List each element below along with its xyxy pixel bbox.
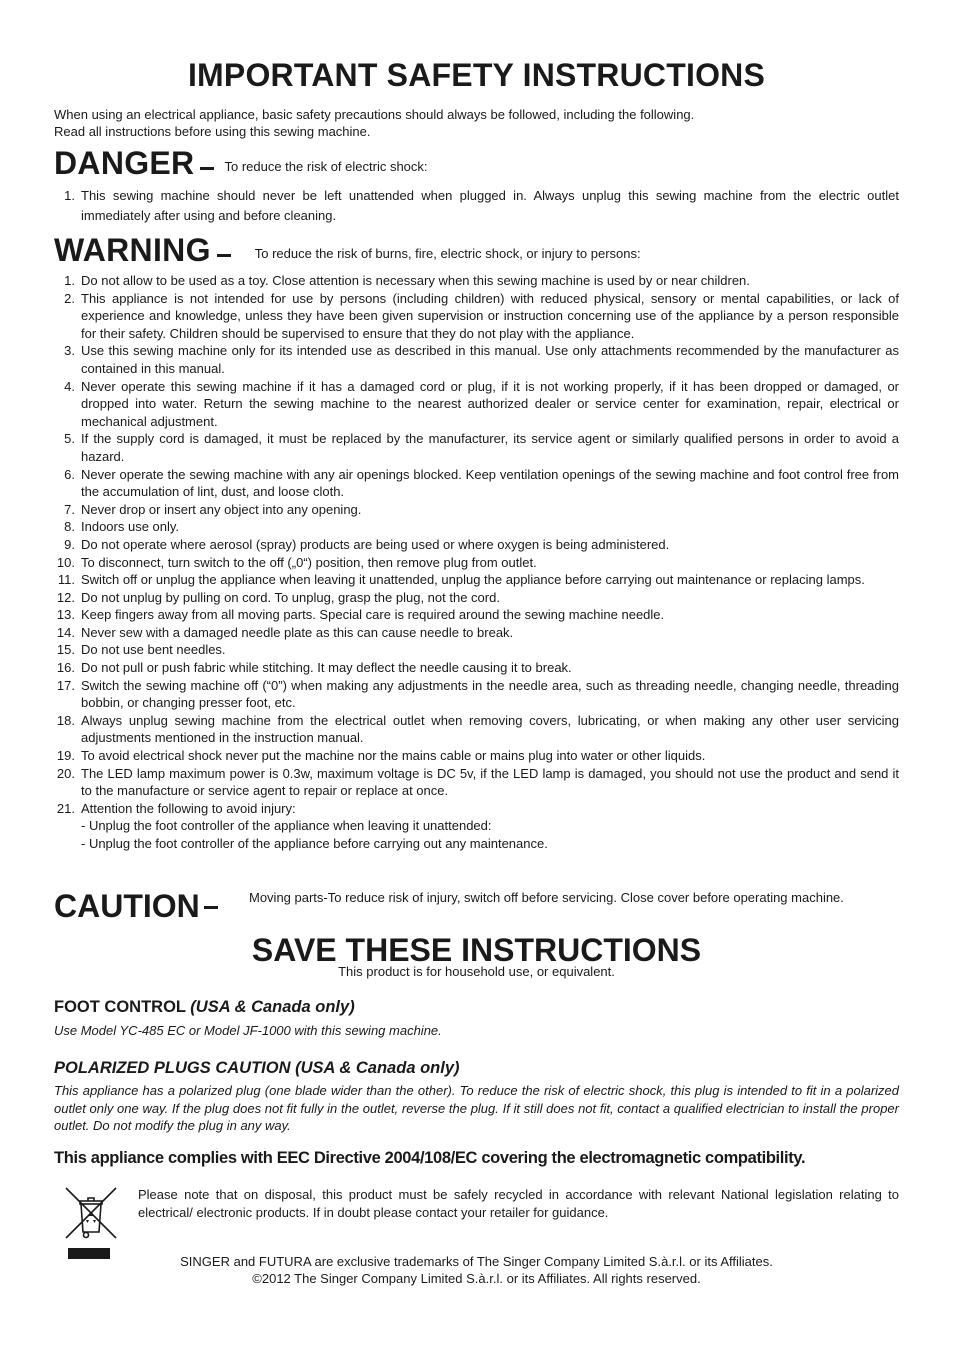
item-number: 3. (64, 343, 75, 359)
warning-word: WARNING (54, 232, 211, 268)
caution-text: Moving parts-To reduce risk of injury, switch off before servicing. Close cover before operating machine. (249, 890, 844, 905)
trademark-notice (54, 1253, 899, 1287)
list-item (54, 501, 899, 519)
item-number: 2. (64, 290, 75, 306)
item-number: 21. (56, 800, 75, 816)
item-number: 12. (56, 589, 75, 605)
item-text: Always unplug sewing machine from the electrical outlet when removing covers, lubricating, or when making any other user servicing adjustments mentioned in the instruction manual. (81, 712, 899, 746)
page-title: IMPORTANT SAFETY INSTRUCTIONS (187, 57, 766, 93)
item-text: Never drop or insert any object into any opening. (81, 501, 362, 517)
item-number: 17. (56, 677, 75, 693)
list-item (54, 430, 899, 465)
list-item (54, 290, 899, 343)
danger-list (54, 186, 899, 226)
item-text: Switch the sewing machine off (“0”) when making any adjustments in the needle area, such as threading needle, changing needle, threading bobbin, or changing presser foot, etc. (81, 677, 899, 711)
item-number: 1. (64, 188, 75, 203)
item-text: Never operate this sewing machine if it has a damaged cord or plug, if it is not working properly, if it has been dropped or damaged, or dropped into water. Return the sewing machine to the nearest authorized dealer or service center for examination, repair, electrical or mechanical adjustment. (81, 378, 899, 429)
item-text-main: Attention the following to avoid injury: (81, 800, 296, 816)
item-number: 11. (57, 572, 75, 588)
item-text: Never operate the sewing machine with any air openings blocked. Keep ventilation openings of the sewing machine and foot control free from the accumulation of lint, dust, and loose cloth. (81, 466, 899, 500)
item-text: Never sew with a damaged needle plate as this can cause needle to break. (81, 624, 514, 640)
item-text: Keep fingers away from all moving parts. Special care is required around the sewing machine needle. (81, 607, 665, 623)
item-text: Use this sewing machine only for its intended use as described in this manual. Use only attachments recommended by the manufacturer as contained in this manual. (81, 343, 899, 376)
item-number: 7. (64, 501, 75, 517)
intro-line-1: When using an electrical appliance, basic safety precautions should always be followed, including the following. (54, 107, 695, 122)
item-text: The LED lamp maximum power is 0.3w, maximum voltage is DC 5v, if the LED lamp is damaged, you should not use the product and send it to the manufacture or service agent to repair or replace at once. (81, 765, 899, 799)
foot-control-text: Use Model YC-485 EC or Model JF-1000 with this sewing machine. (54, 1023, 442, 1038)
foot-control-note: (USA & Canada only) (190, 998, 355, 1016)
save-title: SAVE THESE INSTRUCTIONS (251, 932, 702, 968)
item-text: To avoid electrical shock never put the machine nor the mains cable or mains plug into water or other liquids. (81, 748, 706, 764)
list-item (54, 536, 899, 554)
polarized-text: This appliance has a polarized plug (one blade wider than the other). To reduce the risk of electric shock, this plug is intended to fit in a polarized outlet only one way. If the plug does not fit fully in the outlet, reverse the plug. If it still does not fit, contact a qualified electrician to install the proper outlet. Do not modify the plug in any way. (54, 1083, 899, 1133)
item-number: 19. (56, 748, 75, 764)
list-item (54, 571, 899, 589)
crossed-out-wheelie-bin-icon (64, 1186, 118, 1262)
list-item (54, 641, 899, 659)
trademark-line-1: SINGER and FUTURA are exclusive trademarks of The Singer Company Limited S.à.r.l. or its Affiliates. (180, 1254, 773, 1269)
item-text: Do not use bent needles. (81, 642, 226, 658)
item-text: If the supply cord is damaged, it must be replaced by the manufacturer, its service agent or similarly qualified persons in order to avoid a hazard. (81, 431, 899, 464)
eec-statement: This appliance complies with EEC Directive 2004/108/EC covering the electromagnetic compatibility. (54, 1149, 806, 1167)
save-section (54, 932, 899, 980)
list-item (54, 272, 899, 290)
item-text: Indoors use only. (81, 519, 180, 535)
item-text: Do not allow to be used as a toy. Close attention is necessary when this sewing machine is used by or near children. (81, 273, 750, 288)
list-item (54, 800, 899, 853)
trademark-line-2: ©2012 The Singer Company Limited S.à.r.l. or its Affiliates. All rights reserved. (252, 1271, 701, 1286)
list-item (54, 747, 899, 765)
item-text: Do not pull or push fabric while stitching. It may deflect the needle causing it to break. (81, 660, 572, 676)
list-item (54, 466, 899, 501)
danger-subtitle: To reduce the risk of electric shock: (224, 159, 428, 174)
list-item (54, 659, 899, 677)
item-sub-line: - Unplug the foot controller of the appliance before carrying out any maintenance. (81, 836, 548, 851)
list-item (54, 677, 899, 712)
list-item (54, 765, 899, 800)
list-item (54, 342, 899, 377)
item-number: 4. (64, 378, 75, 394)
disposal-text: Please note that on disposal, this product must be safely recycled in accordance with relevant National legislation relating to electrical/ electronic products. If in doubt please contact your retailer for guidance. (138, 1187, 899, 1220)
foot-control-heading (54, 998, 355, 1017)
danger-dash (200, 167, 214, 170)
polarized-heading: POLARIZED PLUGS CAUTION (USA & Canada only) (54, 1059, 460, 1077)
item-sub-line: - Unplug the foot controller of the appliance when leaving it unattended: (81, 818, 492, 834)
caution-dash (204, 906, 218, 909)
item-number: 16. (56, 660, 75, 676)
item-text: This appliance is not intended for use by persons (including children) with reduced physical, sensory or mental capabilities, or lack of experience and knowledge, unless they have been given supervision or instruction concerning use of the appliance by a person responsible for their safety. Children should be supervised to ensure that they do not play with the appliance. (81, 290, 899, 341)
foot-control-title: FOOT CONTROL (54, 998, 186, 1016)
warning-subtitle: To reduce the risk of burns, fire, electric shock, or injury to persons: (254, 246, 641, 261)
item-number: 5. (64, 431, 75, 447)
item-number: 13. (56, 607, 75, 623)
list-item (54, 712, 899, 747)
warning-heading (54, 234, 641, 266)
item-number: 6. (64, 466, 75, 482)
list-item (54, 589, 899, 607)
item-number: 10. (56, 554, 75, 570)
warning-dash (217, 254, 231, 257)
item-number: 14. (56, 624, 75, 640)
list-item (54, 554, 899, 572)
item-number: 8. (64, 519, 75, 535)
save-subtitle: This product is for household use, or equivalent. (338, 964, 615, 979)
intro-line-2: Read all instructions before using this sewing machine. (54, 124, 371, 139)
caution-word: CAUTION (54, 888, 200, 924)
warning-list (54, 272, 899, 853)
item-text: This sewing machine should never be left unattended when plugged in. Always unplug this sewing machine from the electric outlet immediately after using and before cleaning. (81, 188, 899, 223)
list-item (54, 624, 899, 642)
item-text (81, 800, 899, 853)
item-number: 18. (56, 712, 75, 728)
item-text: Switch off or unplug the appliance when leaving it unattended, unplug the appliance before carrying out maintenance or replacing lamps. (81, 572, 865, 588)
item-number: 1. (64, 273, 75, 288)
list-item (54, 186, 899, 226)
list-item (54, 606, 899, 624)
item-number: 20. (56, 765, 75, 781)
item-number: 9. (64, 536, 75, 552)
list-item (54, 378, 899, 431)
item-text: Do not operate where aerosol (spray) products are being used or where oxygen is being administered. (81, 536, 670, 552)
danger-word: DANGER (54, 145, 195, 181)
list-item (54, 518, 899, 536)
item-text: Do not unplug by pulling on cord. To unplug, grasp the plug, not the cord. (81, 589, 500, 605)
item-text: To disconnect, turn switch to the off („0“) position, then remove plug from outlet. (81, 554, 537, 570)
danger-heading (54, 147, 428, 179)
intro (54, 106, 694, 140)
item-number: 15. (56, 642, 75, 658)
